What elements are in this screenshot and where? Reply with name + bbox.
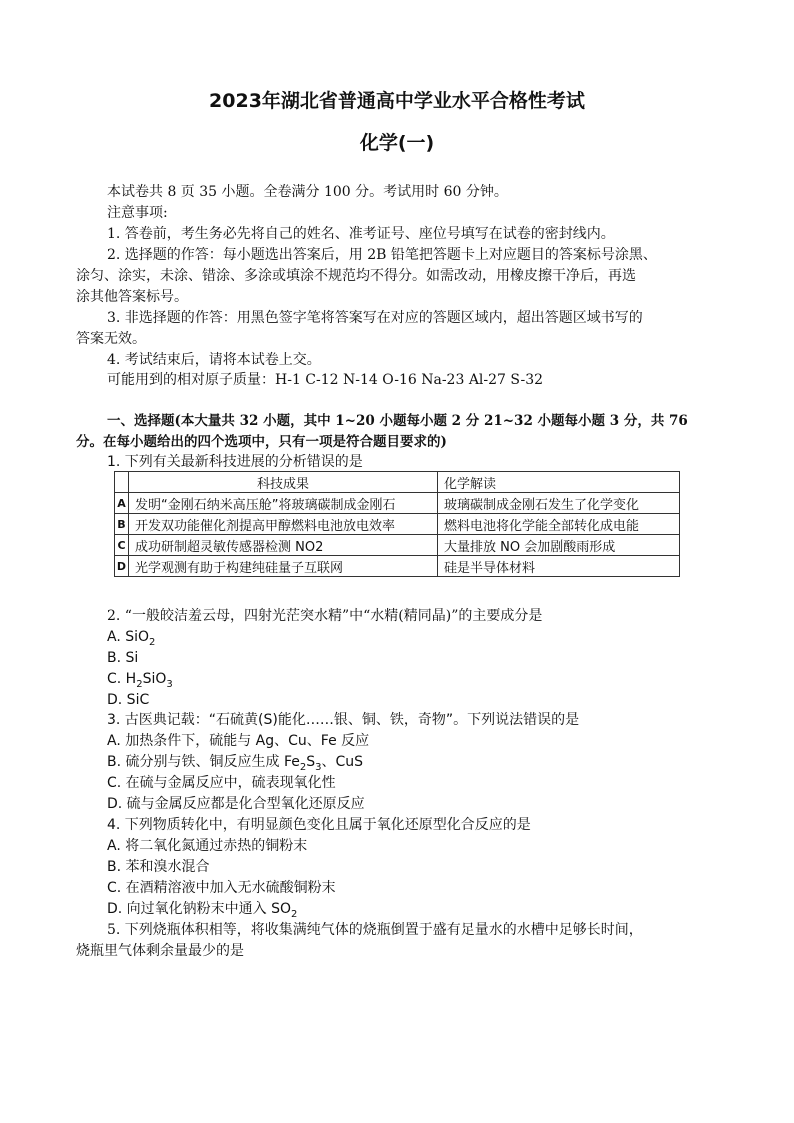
q2-option-a: A. SiO$_2$ — [107, 629, 156, 648]
exam-summary: 本试卷共 8 页 35 小题。全卷满分 100 分。考试用时 60 分钟。 — [107, 184, 508, 200]
atomic-masses: 可能用到的相对原子质量：H-1 C-12 N-14 O-16 Na-23 Al-27 S-32 — [107, 372, 544, 388]
row-achievement: 成功研制超灵敏传感器检测 NO2 — [129, 535, 438, 556]
table-row — [115, 535, 680, 556]
row-interpretation: 硅是半导体材料 — [438, 556, 680, 577]
q1-stem: 1. 下列有关最新科技进展的分析错误的是 — [107, 454, 363, 470]
notice-title: 注意事项: — [107, 205, 168, 221]
q3-option-d: D. 硫与金属反应都是化合型氧化还原反应 — [107, 796, 365, 812]
row-achievement: 发明“金刚石纳米高压舱”将玻璃碳制成金刚石 — [129, 493, 438, 514]
row-interpretation: 大量排放 NO 会加剧酸雨形成 — [438, 535, 680, 556]
notice-1: 1. 答卷前，考生务必先将自己的姓名、准考证号、座位号填写在试卷的密封线内。 — [107, 226, 615, 242]
row-key: C — [115, 535, 129, 556]
section-1-heading-line-2: 分。在每小题给出的四个选项中，只有一项是符合题目要求的) — [76, 434, 447, 450]
table-header-interpretation: 化学解读 — [438, 472, 680, 493]
q3-option-c: C. 在硫与金属反应中，硫表现氧化性 — [107, 775, 336, 791]
q2-stem: 2. “一般皎洁羞云母，四射光茫突水精”中“水精(精同晶)”的主要成分是 — [107, 608, 543, 624]
table-header-row — [115, 472, 680, 493]
section-1-heading-line-1: 一、选择题(本大量共 32 小题，其中 1~20 小题每小题 2 分 21~32 小题每小题 3 分，共 76 — [107, 413, 688, 429]
q3-stem: 3. 古医典记载：“石硫黄(S)能化……银、铜、铁，奇物”。下列说法错误的是 — [107, 712, 580, 728]
table-row — [115, 556, 680, 577]
table-header-achievement: 科技成果 — [129, 472, 438, 493]
q5-stem-line-1: 5. 下列烧瓶体积相等，将收集满纯气体的烧瓶倒置于盛有足量水的水槽中足够长时间， — [107, 922, 643, 938]
notice-4: 4. 考试结束后，请将本试卷上交。 — [107, 352, 321, 368]
row-key: D — [115, 556, 129, 577]
q3-option-b: B. 硫分别与铁、铜反应生成 $Fe_2S_3$、CuS — [107, 754, 364, 773]
table-header-key — [115, 472, 129, 493]
row-achievement: 开发双功能催化剂提高甲醇燃料电池放电效率 — [129, 514, 438, 535]
q4-option-c: C. 在酒精溶液中加入无水硫酸铜粉末 — [107, 880, 336, 896]
row-key: A — [115, 493, 129, 514]
notice-2-line-3: 涂其他答案标号。 — [76, 289, 188, 305]
row-achievement: 光学观测有助于构建纯硅量子互联网 — [129, 556, 438, 577]
table-row — [115, 493, 680, 514]
q4-option-d: D. 向过氧化钠粉末中通入 $SO_2$ — [107, 901, 298, 920]
q4-option-a: A. 将二氧化氮通过赤热的铜粉末 — [107, 838, 308, 854]
notice-3-line-2: 答案无效。 — [76, 331, 146, 347]
row-interpretation: 玻璃碳制成金刚石发生了化学变化 — [438, 493, 680, 514]
q1-table — [114, 471, 680, 577]
row-interpretation: 燃料电池将化学能全部转化成电能 — [438, 514, 680, 535]
notice-3-line-1: 3. 非选择题的作答：用黑色签字笔将答案写在对应的答题区域内，超出答题区域书写的 — [107, 310, 643, 326]
notice-2-line-2: 涂匀、涂实，未涂、错涂、多涂或填涂不规范均不得分。如需改动，用橡皮擦干净后，再选 — [76, 268, 636, 284]
q2-option-c: C. $H_2SiO_3$ — [107, 671, 173, 690]
q2-option-b: B. Si — [107, 650, 139, 666]
q3-option-a: A. 加热条件下，硫能与 Ag、Cu、Fe 反应 — [107, 733, 370, 749]
row-key: B — [115, 514, 129, 535]
exam-subtitle: 化学(一) — [359, 132, 435, 154]
notice-2-line-1: 2. 选择题的作答：每小题选出答案后，用 2B 铅笔把答题卡上对应题目的答案标号涂黑、 — [107, 247, 657, 263]
exam-title: 2023年湖北省普通高中学业水平合格性考试 — [209, 90, 585, 112]
table-row — [115, 514, 680, 535]
q4-option-b: B. 苯和溴水混合 — [107, 859, 210, 875]
q5-stem-line-2: 烧瓶里气体剩余量最少的是 — [76, 943, 244, 959]
q4-stem: 4. 下列物质转化中，有明显颜色变化且属于氧化还原型化合反应的是 — [107, 817, 531, 833]
q2-option-d: D. SiC — [107, 692, 150, 708]
